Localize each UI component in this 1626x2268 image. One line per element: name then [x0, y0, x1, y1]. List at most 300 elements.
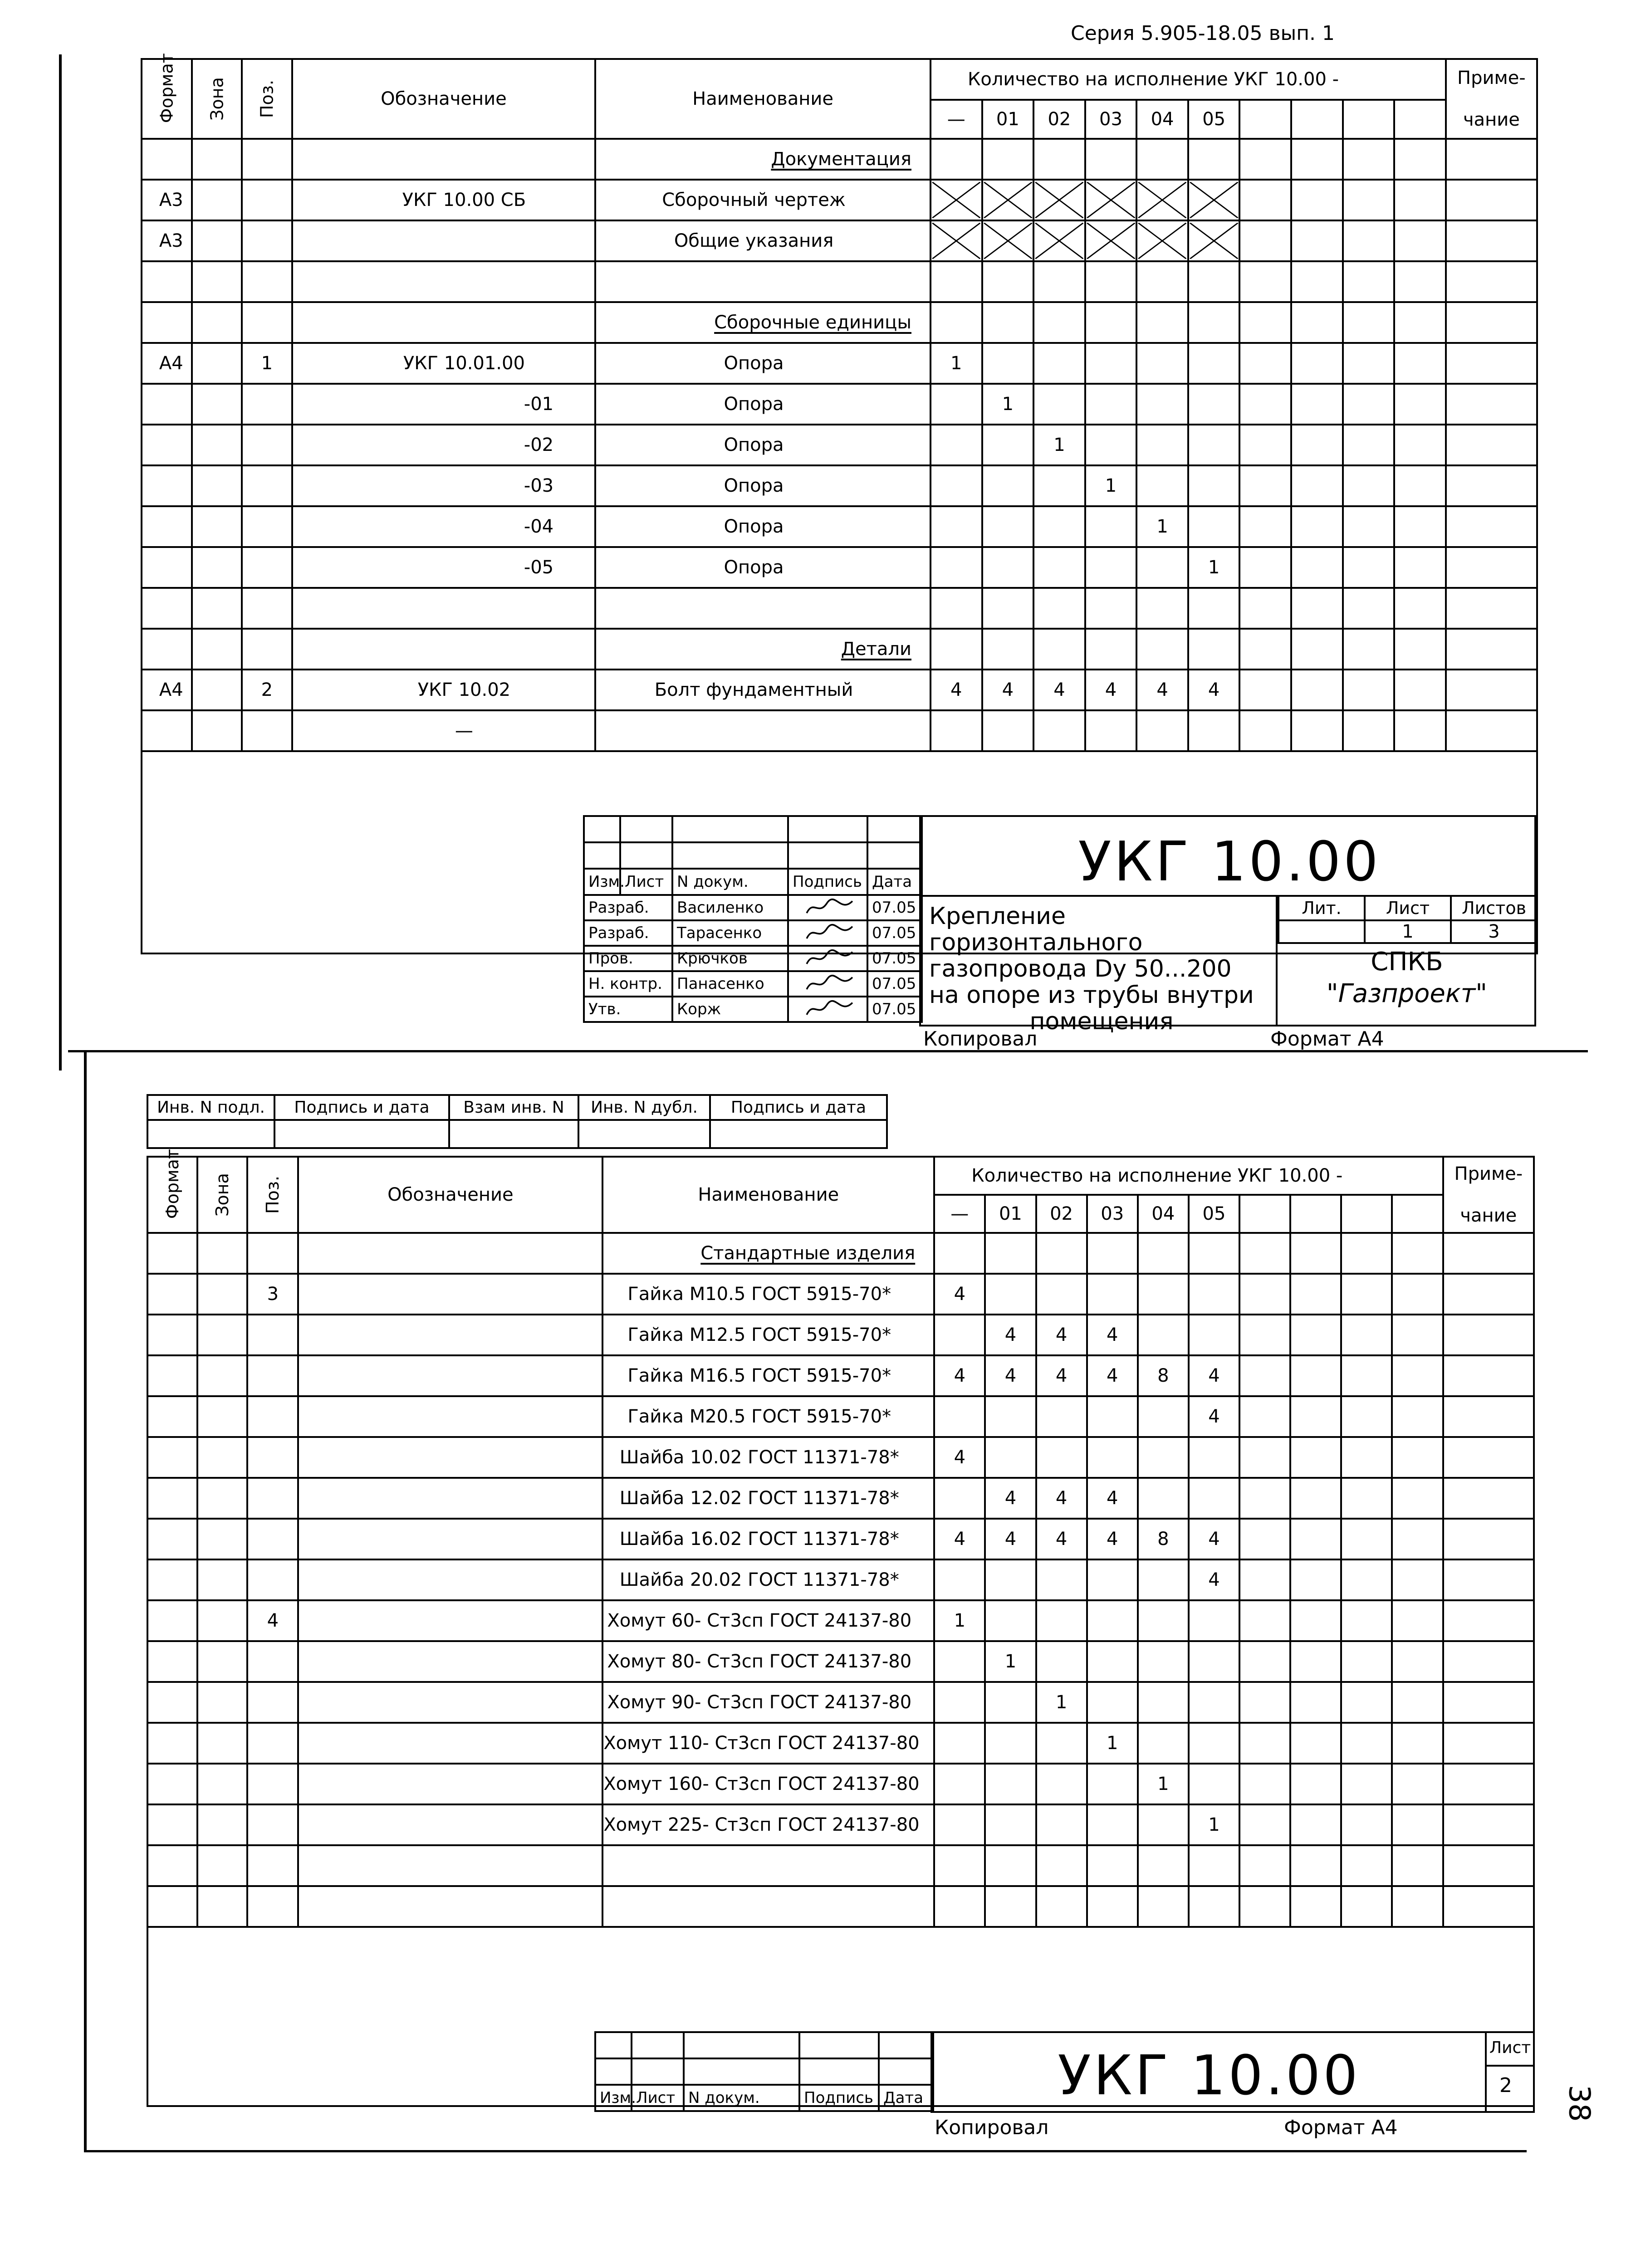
cell-qty	[1290, 1396, 1341, 1437]
cell-qty	[1239, 1682, 1290, 1723]
cell-qty	[1291, 547, 1343, 588]
cell-qty	[985, 1396, 1036, 1437]
cell-format	[147, 1559, 197, 1600]
cell-qty	[1033, 547, 1085, 588]
cell-qty	[1290, 1764, 1341, 1804]
cell-qty	[1394, 139, 1446, 180]
cell-name: Болт фундаментный	[595, 670, 931, 710]
cell-note	[1443, 1478, 1534, 1519]
table-row	[142, 343, 1537, 384]
cell-qty: 4	[931, 670, 982, 710]
cell-pos	[242, 588, 292, 629]
cell-qty	[1239, 180, 1291, 220]
cross-cell	[1033, 220, 1085, 261]
cell-qty	[985, 1559, 1036, 1600]
cell-qty: 1	[1085, 465, 1137, 506]
cell-qty	[931, 465, 982, 506]
cell-zone	[197, 1559, 247, 1600]
cell-zone	[197, 1355, 247, 1396]
table-row	[147, 1641, 1534, 1682]
cell-zone	[192, 425, 242, 465]
cell-qty	[1138, 1682, 1189, 1723]
cell-pos: 4	[247, 1600, 298, 1641]
cell-qty	[1392, 1682, 1443, 1723]
table-row	[142, 220, 1537, 261]
cell-qty	[1239, 506, 1291, 547]
cell-qty	[1085, 710, 1137, 751]
cell-qty	[1392, 1600, 1443, 1641]
cell-qty	[1036, 1437, 1087, 1478]
cell-designation: -05	[292, 547, 595, 588]
cell-qty: 1	[1136, 506, 1188, 547]
inv-4: Инв. N дубл.	[578, 1095, 710, 1120]
cell-note	[1443, 1682, 1534, 1723]
table-row	[142, 425, 1537, 465]
cell-qty	[1341, 1437, 1392, 1478]
cell-qty	[1036, 1804, 1087, 1845]
cell-name	[595, 588, 931, 629]
cell-qty	[1239, 1804, 1290, 1845]
inv-3: Взам инв. N	[449, 1095, 578, 1120]
cell-qty	[982, 547, 1034, 588]
cell-qty	[931, 588, 982, 629]
cell-qty	[1036, 1559, 1087, 1600]
col-note: Приме- чание	[1446, 59, 1537, 139]
table-row	[147, 1233, 1534, 1274]
sign-date: 07.05	[867, 895, 922, 920]
cell-designation	[298, 1274, 602, 1315]
cell-qty: 1	[1036, 1682, 1087, 1723]
variant-base: —	[931, 100, 982, 139]
cell-qty	[1394, 710, 1446, 751]
cell-qty	[931, 710, 982, 751]
cell-designation	[298, 1723, 602, 1764]
col-qty-title: Количество на исполнение УКГ 10.00 -	[931, 59, 1446, 100]
cell-name	[595, 261, 931, 302]
cell-qty	[1033, 588, 1085, 629]
cell-qty	[1085, 506, 1137, 547]
cell-pos	[247, 1437, 298, 1478]
cell-qty	[1138, 1886, 1189, 1927]
cell-qty	[1394, 343, 1446, 384]
signature	[788, 895, 867, 920]
cell-qty	[1343, 139, 1395, 180]
table-row	[147, 1723, 1534, 1764]
cell-pos	[242, 261, 292, 302]
cell-pos	[247, 1845, 298, 1886]
cell-qty: 4	[1189, 1519, 1239, 1559]
cell-designation: УКГ 10.00 СБ	[292, 180, 595, 220]
cell-note	[1446, 670, 1537, 710]
table-row	[142, 670, 1537, 710]
cell-qty	[934, 1804, 985, 1845]
cell-qty	[1392, 1804, 1443, 1845]
cell-qty	[1136, 425, 1188, 465]
cell-qty	[1392, 1355, 1443, 1396]
cell-zone	[197, 1315, 247, 1355]
cell-qty	[1290, 1233, 1341, 1274]
cell-qty	[931, 547, 982, 588]
cell-qty	[1136, 384, 1188, 425]
cell-pos	[247, 1396, 298, 1437]
cell-pos	[247, 1886, 298, 1927]
cell-qty	[1033, 629, 1085, 670]
cell-qty	[1136, 343, 1188, 384]
cell-qty	[1189, 1682, 1239, 1723]
cell-qty	[1239, 1641, 1290, 1682]
cell-qty	[1343, 670, 1395, 710]
cell-note	[1443, 1315, 1534, 1355]
signature-row	[584, 946, 922, 971]
cell-note	[1446, 506, 1537, 547]
signer-role: Н. контр.	[584, 971, 672, 997]
cell-qty	[1188, 261, 1240, 302]
cell-qty	[1394, 425, 1446, 465]
cell-qty	[1138, 1233, 1189, 1274]
cell-qty	[1290, 1519, 1341, 1559]
cell-name: Шайба 12.02 ГОСТ 11371-78*	[602, 1478, 934, 1519]
cell-qty	[1085, 629, 1137, 670]
cell-qty	[1343, 547, 1395, 588]
cell-qty	[1189, 1478, 1239, 1519]
tb2-head-date: Дата	[879, 2085, 933, 2111]
cell-name: Гайка М10.5 ГОСТ 5915-70*	[602, 1274, 934, 1315]
cell-format	[147, 1641, 197, 1682]
cell-qty	[1036, 1886, 1087, 1927]
cell-qty	[1291, 588, 1343, 629]
cell-zone	[192, 465, 242, 506]
cell-designation	[292, 220, 595, 261]
cell-qty	[1290, 1478, 1341, 1519]
cross-cell	[931, 220, 982, 261]
cell-qty	[1087, 1886, 1138, 1927]
cell-qty	[1188, 139, 1240, 180]
cell-note	[1443, 1519, 1534, 1559]
cell-qty	[1290, 1559, 1341, 1600]
signature-row	[584, 997, 922, 1022]
cell-qty	[1136, 261, 1188, 302]
cell-qty: 4	[1087, 1315, 1138, 1355]
cell-qty	[1033, 465, 1085, 506]
sign-date: 07.05	[867, 971, 922, 997]
table-row	[147, 1478, 1534, 1519]
cell-pos	[242, 465, 292, 506]
cell-qty	[934, 1723, 985, 1764]
cell-note	[1443, 1396, 1534, 1437]
cell-qty	[1136, 710, 1188, 751]
cell-qty	[1394, 384, 1446, 425]
cell-qty	[1138, 1804, 1189, 1845]
cell-format	[142, 261, 192, 302]
cell-qty: 1	[934, 1600, 985, 1641]
cell-format	[147, 1274, 197, 1315]
cell-designation	[298, 1764, 602, 1804]
cell-qty	[1036, 1641, 1087, 1682]
cell-qty: 4	[985, 1355, 1036, 1396]
variant-04: 04	[1136, 100, 1188, 139]
cell-designation	[298, 1315, 602, 1355]
cell-qty	[934, 1641, 985, 1682]
tb1-sheet: Лист	[1365, 896, 1451, 920]
variant-01: 01	[982, 100, 1034, 139]
cell-qty	[1033, 710, 1085, 751]
cross-cell	[1033, 180, 1085, 220]
cell-note	[1446, 302, 1537, 343]
cell-qty	[1189, 1845, 1239, 1886]
cell-qty	[1343, 588, 1395, 629]
cell-qty	[982, 302, 1034, 343]
cell-zone	[197, 1396, 247, 1437]
cell-qty	[1394, 670, 1446, 710]
cell-qty	[1291, 139, 1343, 180]
tb1-code: УКГ 10.00	[1078, 831, 1381, 894]
cell-name	[602, 1845, 934, 1886]
cell-qty	[1341, 1315, 1392, 1355]
cell-qty: 4	[1189, 1396, 1239, 1437]
cell-name: Гайка М12.5 ГОСТ 5915-70*	[602, 1315, 934, 1355]
table-row	[147, 1559, 1534, 1600]
cell-format	[147, 1396, 197, 1437]
cell-qty	[1291, 384, 1343, 425]
cell-qty	[931, 261, 982, 302]
cell-qty	[1239, 1845, 1290, 1886]
tb1-description: Крепление горизонтального газопровода Dу 50...200 на опоре из трубы внутри помещения	[929, 903, 1254, 1035]
cell-qty	[1392, 1559, 1443, 1600]
cell-qty	[1341, 1355, 1392, 1396]
copied-label-2: Копировал	[935, 2116, 1049, 2139]
cell-format	[147, 1845, 197, 1886]
cell-zone	[197, 1437, 247, 1478]
tb1-head-list: Лист	[620, 869, 672, 895]
cell-qty	[1392, 1437, 1443, 1478]
col-note-2: Приме- чание	[1443, 1157, 1534, 1233]
cell-qty: 1	[1188, 547, 1240, 588]
variant-03-2: 03	[1087, 1195, 1138, 1233]
cell-qty	[1033, 139, 1085, 180]
cell-qty	[1341, 1233, 1392, 1274]
cell-qty	[1136, 547, 1188, 588]
cell-zone	[192, 670, 242, 710]
variant-01-2: 01	[985, 1195, 1036, 1233]
cell-format	[142, 547, 192, 588]
cell-qty	[1239, 261, 1291, 302]
cell-qty	[1291, 425, 1343, 465]
cell-note	[1443, 1804, 1534, 1845]
table-row	[142, 261, 1537, 302]
cell-qty	[1087, 1233, 1138, 1274]
cell-qty	[1343, 302, 1395, 343]
cell-qty: 4	[1036, 1315, 1087, 1355]
cell-qty	[1341, 1886, 1392, 1927]
cell-qty	[985, 1682, 1036, 1723]
cell-qty	[1394, 588, 1446, 629]
cell-qty	[1291, 302, 1343, 343]
table-row	[142, 139, 1537, 180]
cell-qty	[1290, 1274, 1341, 1315]
cell-qty	[1087, 1641, 1138, 1682]
left-margin-line	[59, 54, 62, 1070]
tb2-head-doc: N докум.	[684, 2085, 799, 2111]
cell-qty	[1085, 547, 1137, 588]
cell-qty	[1291, 465, 1343, 506]
cell-qty	[1239, 425, 1291, 465]
section-title: Стандартные изделия	[602, 1233, 934, 1274]
cell-pos	[247, 1804, 298, 1845]
cell-qty	[1138, 1478, 1189, 1519]
cell-designation	[298, 1886, 602, 1927]
cell-qty	[985, 1764, 1036, 1804]
cell-qty	[1291, 629, 1343, 670]
cell-qty	[934, 1886, 985, 1927]
cell-pos	[247, 1641, 298, 1682]
cell-pos	[242, 710, 292, 751]
section-title: Сборочные единицы	[595, 302, 931, 343]
cell-zone	[192, 180, 242, 220]
cell-qty	[1239, 588, 1291, 629]
variant-02-2: 02	[1036, 1195, 1087, 1233]
cell-qty	[1341, 1764, 1392, 1804]
cell-qty	[1189, 1600, 1239, 1641]
col-designation: Обозначение	[292, 59, 595, 139]
cell-qty	[931, 302, 982, 343]
cell-qty	[1188, 384, 1240, 425]
cell-qty	[1087, 1804, 1138, 1845]
cell-note	[1446, 547, 1537, 588]
cell-zone	[197, 1723, 247, 1764]
cell-designation	[298, 1682, 602, 1723]
table-row	[147, 1845, 1534, 1886]
table-row	[147, 1355, 1534, 1396]
cell-qty	[1343, 261, 1395, 302]
cell-format: A3	[142, 180, 192, 220]
cell-qty	[1343, 425, 1395, 465]
tb1-org: СПКБ "Газпроект"	[1326, 947, 1488, 1008]
cell-qty: 4	[1189, 1559, 1239, 1600]
cell-pos	[242, 506, 292, 547]
cell-format	[147, 1478, 197, 1519]
cell-qty	[1188, 588, 1240, 629]
cell-qty	[1036, 1723, 1087, 1764]
cell-qty	[1239, 1396, 1290, 1437]
cell-qty	[1343, 506, 1395, 547]
cell-designation	[298, 1519, 602, 1559]
cell-qty	[1033, 384, 1085, 425]
cell-qty: 4	[934, 1355, 985, 1396]
cell-qty	[934, 1478, 985, 1519]
table-row	[147, 1437, 1534, 1478]
cell-qty	[1036, 1764, 1087, 1804]
cell-qty	[1189, 1315, 1239, 1355]
cell-qty	[1343, 384, 1395, 425]
cell-pos	[247, 1723, 298, 1764]
cell-name: Шайба 10.02 ГОСТ 11371-78*	[602, 1437, 934, 1478]
cell-qty	[1290, 1804, 1341, 1845]
cell-qty	[1239, 710, 1291, 751]
table-row	[147, 1764, 1534, 1804]
cell-format	[142, 139, 192, 180]
cell-note	[1446, 180, 1537, 220]
cell-qty	[1188, 425, 1240, 465]
cell-qty: 4	[1136, 670, 1188, 710]
cell-qty: 4	[1085, 670, 1137, 710]
cell-qty	[1239, 1355, 1290, 1396]
col-name-2: Наименование	[602, 1157, 934, 1233]
tb2-sheet: Лист	[1489, 2038, 1531, 2057]
cell-format	[142, 425, 192, 465]
cell-qty	[1033, 343, 1085, 384]
cell-format	[142, 384, 192, 425]
cell-zone	[192, 710, 242, 751]
cell-qty	[934, 1682, 985, 1723]
tb1-sheets: Листов	[1451, 896, 1537, 920]
cell-zone	[197, 1886, 247, 1927]
cell-qty	[1392, 1478, 1443, 1519]
cell-qty	[1136, 629, 1188, 670]
cell-qty	[985, 1723, 1036, 1764]
cell-note	[1446, 261, 1537, 302]
cell-qty	[1341, 1600, 1392, 1641]
cell-qty	[1189, 1641, 1239, 1682]
signer-role: Пров.	[584, 946, 672, 971]
cell-qty	[1343, 465, 1395, 506]
cell-designation	[298, 1804, 602, 1845]
cell-qty	[982, 588, 1034, 629]
cross-cell	[931, 180, 982, 220]
table-row	[142, 302, 1537, 343]
cell-pos	[242, 629, 292, 670]
cell-qty: 4	[934, 1437, 985, 1478]
cell-designation	[298, 1233, 602, 1274]
cell-pos	[242, 302, 292, 343]
cell-qty	[1138, 1437, 1189, 1478]
cell-qty	[985, 1845, 1036, 1886]
cell-zone	[192, 343, 242, 384]
cell-qty	[1291, 670, 1343, 710]
cell-name: Сборочный чертеж	[595, 180, 931, 220]
cell-designation	[298, 1396, 602, 1437]
cell-pos	[247, 1559, 298, 1600]
cell-qty	[1138, 1600, 1189, 1641]
signer-name: Панасенко	[672, 971, 788, 997]
cell-qty	[1188, 343, 1240, 384]
cell-format	[142, 588, 192, 629]
cross-cell	[1136, 220, 1188, 261]
cell-designation	[298, 1478, 602, 1519]
cell-format	[147, 1723, 197, 1764]
cell-note	[1443, 1845, 1534, 1886]
table-row	[147, 1396, 1534, 1437]
cell-name	[595, 710, 931, 751]
cell-qty	[1291, 220, 1343, 261]
cell-qty	[1239, 343, 1291, 384]
cell-qty	[1136, 139, 1188, 180]
cell-pos	[247, 1315, 298, 1355]
col-name: Наименование	[595, 59, 931, 139]
cell-designation	[292, 139, 595, 180]
cell-qty	[934, 1559, 985, 1600]
cell-note	[1446, 220, 1537, 261]
variant-02: 02	[1033, 100, 1085, 139]
cell-qty: 4	[982, 670, 1034, 710]
col-zone-2: Зона	[197, 1157, 247, 1233]
cell-format	[147, 1600, 197, 1641]
cell-qty	[1239, 1315, 1290, 1355]
table-row	[147, 1886, 1534, 1927]
cell-qty	[1291, 710, 1343, 751]
cell-name: Хомут 90- Ст3сп ГОСТ 24137-80	[602, 1682, 934, 1723]
cell-name: Опора	[595, 343, 931, 384]
cell-qty: 4	[1087, 1519, 1138, 1559]
